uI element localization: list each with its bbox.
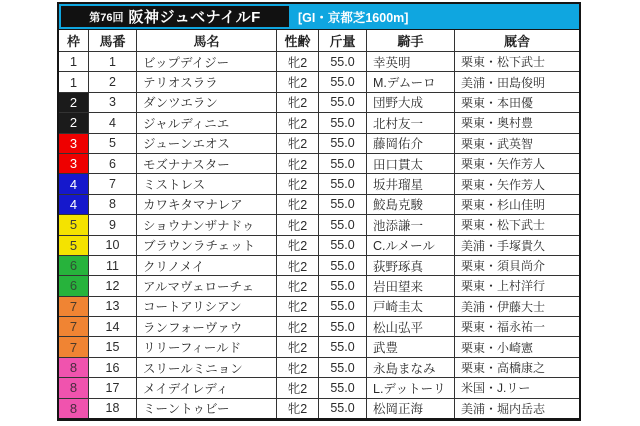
jockey-cell: 松山弘平 xyxy=(367,317,455,336)
weight-cell: 55.0 xyxy=(319,399,367,418)
horse-number-cell: 16 xyxy=(89,358,137,377)
table-row xyxy=(59,358,579,378)
frame-number-cell: 7 xyxy=(59,297,89,316)
weight-cell: 55.0 xyxy=(319,52,367,71)
horse-name-cell: ジャルディニエ xyxy=(137,113,277,132)
table-body xyxy=(59,52,579,418)
table-row xyxy=(59,93,579,113)
jockey-cell: 池添謙一 xyxy=(367,215,455,234)
horse-name-cell: リリーフィールド xyxy=(137,337,277,356)
column-header-horse-name: 馬名 xyxy=(137,30,277,51)
weight-cell: 55.0 xyxy=(319,215,367,234)
frame-number-cell: 3 xyxy=(59,134,89,153)
jockey-cell: 北村友一 xyxy=(367,113,455,132)
weight-cell: 55.0 xyxy=(319,195,367,214)
sex-age-cell: 牝2 xyxy=(277,195,319,214)
weight-cell: 55.0 xyxy=(319,236,367,255)
column-header-frame: 枠 xyxy=(59,30,89,51)
table-row xyxy=(59,134,579,154)
weight-cell: 55.0 xyxy=(319,297,367,316)
weight-cell: 55.0 xyxy=(319,174,367,193)
sex-age-cell: 牝2 xyxy=(277,134,319,153)
weight-cell: 55.0 xyxy=(319,276,367,295)
horse-number-cell: 7 xyxy=(89,174,137,193)
horse-number-cell: 15 xyxy=(89,337,137,356)
horse-number-cell: 6 xyxy=(89,154,137,173)
horse-name-cell: ビップデイジー xyxy=(137,52,277,71)
horse-name-cell: ショウナンザナドゥ xyxy=(137,215,277,234)
frame-number-cell: 7 xyxy=(59,337,89,356)
stable-cell: 栗東・矢作芳人 xyxy=(461,177,546,192)
title-bar xyxy=(59,4,579,30)
horse-name-cell: メイデイレディ xyxy=(137,378,277,397)
stable-cell: 栗東・奥村豊 xyxy=(461,116,534,131)
stable-cell: 栗東・高橋康之 xyxy=(461,361,546,376)
sex-age-cell: 牝2 xyxy=(277,113,319,132)
horse-number-cell: 1 xyxy=(89,52,137,71)
weight-cell: 55.0 xyxy=(319,72,367,91)
jockey-cell: 武豊 xyxy=(367,337,455,356)
jockey-cell: 岩田望来 xyxy=(367,276,455,295)
horse-name-cell: カワキタマナレア xyxy=(137,195,277,214)
table-row xyxy=(59,195,579,215)
table-row xyxy=(59,276,579,296)
column-header-jockey: 騎手 xyxy=(367,30,455,51)
frame-number-cell: 1 xyxy=(59,52,89,71)
frame-number-cell: 5 xyxy=(59,236,89,255)
horse-name-cell: ミストレス xyxy=(137,174,277,193)
frame-number-cell: 6 xyxy=(59,276,89,295)
jockey-cell: 戸崎圭太 xyxy=(367,297,455,316)
sex-age-cell: 牝2 xyxy=(277,297,319,316)
horse-number-cell: 9 xyxy=(89,215,137,234)
stable-cell: 栗東・小崎憲 xyxy=(461,340,534,355)
column-header-stable: 厩舎 xyxy=(503,34,530,49)
weight-cell: 55.0 xyxy=(319,256,367,275)
table-row xyxy=(59,113,579,133)
stable-cell: 栗東・松下武士 xyxy=(461,55,546,70)
frame-number-cell: 6 xyxy=(59,256,89,275)
stable-cell: 美浦・堀内岳志 xyxy=(461,401,546,416)
frame-number-cell: 8 xyxy=(59,378,89,397)
column-header-weight: 斤量 xyxy=(319,30,367,51)
weight-cell: 55.0 xyxy=(319,93,367,112)
weight-cell: 55.0 xyxy=(319,378,367,397)
weight-cell: 55.0 xyxy=(319,337,367,356)
horse-name-cell: スリールミニョン xyxy=(137,358,277,377)
jockey-cell: M.デムーロ xyxy=(367,72,455,91)
horse-name-cell: ブラウンラチェット xyxy=(137,236,277,255)
frame-number-cell: 1 xyxy=(59,72,89,91)
weight-cell: 55.0 xyxy=(319,358,367,377)
weight-cell: 55.0 xyxy=(319,317,367,336)
column-header-sex-age: 性齢 xyxy=(277,30,319,51)
table-row xyxy=(59,174,579,194)
sex-age-cell: 牝2 xyxy=(277,399,319,418)
jockey-cell: C.ルメール xyxy=(367,236,455,255)
sex-age-cell: 牝2 xyxy=(277,154,319,173)
sex-age-cell: 牝2 xyxy=(277,93,319,112)
jockey-cell: 藤岡佑介 xyxy=(367,134,455,153)
frame-number-cell: 8 xyxy=(59,358,89,377)
horse-name-cell: ジューンエオス xyxy=(137,134,277,153)
horse-number-cell: 4 xyxy=(89,113,137,132)
table-header-row xyxy=(59,30,579,52)
jockey-cell: 松岡正海 xyxy=(367,399,455,418)
horse-number-cell: 13 xyxy=(89,297,137,316)
stable-cell: 栗東・上村洋行 xyxy=(461,279,546,294)
stable-cell: 栗東・松下武士 xyxy=(461,218,546,233)
race-entry-table xyxy=(57,2,581,421)
horse-name-cell: モズナナスター xyxy=(137,154,277,173)
jockey-cell: 鮫島克駿 xyxy=(367,195,455,214)
horse-number-cell: 18 xyxy=(89,399,137,418)
table-row xyxy=(59,317,579,337)
horse-name-cell: ミーントゥビー xyxy=(137,399,277,418)
stable-cell: 栗東・福永祐一 xyxy=(461,320,546,335)
sex-age-cell: 牝2 xyxy=(277,337,319,356)
table-row xyxy=(59,215,579,235)
stable-cell: 栗東・本田優 xyxy=(461,95,534,110)
stable-cell: 米国・J.リー xyxy=(461,381,531,396)
table-row xyxy=(59,378,579,398)
jockey-cell: 団野大成 xyxy=(367,93,455,112)
weight-cell: 55.0 xyxy=(319,154,367,173)
table-row xyxy=(59,256,579,276)
table-row xyxy=(59,337,579,357)
horse-number-cell: 10 xyxy=(89,236,137,255)
table-row xyxy=(59,72,579,92)
column-header-horse-number: 馬番 xyxy=(89,30,137,51)
horse-name-cell: コートアリシアン xyxy=(137,297,277,316)
race-conditions: [GI・京都芝1600m] xyxy=(298,10,409,25)
horse-name-cell: アルマヴェローチェ xyxy=(137,276,277,295)
jockey-cell: 田口貫太 xyxy=(367,154,455,173)
sex-age-cell: 牝2 xyxy=(277,52,319,71)
race-round-label: 第76回 xyxy=(89,11,124,24)
horse-number-cell: 12 xyxy=(89,276,137,295)
horse-name-cell: ダンツエラン xyxy=(137,93,277,112)
jockey-cell: 坂井瑠星 xyxy=(367,174,455,193)
weight-cell: 55.0 xyxy=(319,113,367,132)
frame-number-cell: 2 xyxy=(59,93,89,112)
horse-number-cell: 8 xyxy=(89,195,137,214)
sex-age-cell: 牝2 xyxy=(277,276,319,295)
frame-number-cell: 5 xyxy=(59,215,89,234)
table-row xyxy=(59,52,579,72)
stable-cell: 美浦・田島俊明 xyxy=(461,75,546,90)
horse-number-cell: 11 xyxy=(89,256,137,275)
horse-name-cell: クリノメイ xyxy=(137,256,277,275)
horse-number-cell: 3 xyxy=(89,93,137,112)
frame-number-cell: 7 xyxy=(59,317,89,336)
horse-number-cell: 5 xyxy=(89,134,137,153)
sex-age-cell: 牝2 xyxy=(277,174,319,193)
table-row xyxy=(59,399,579,418)
jockey-cell: 幸英明 xyxy=(367,52,455,71)
horse-number-cell: 14 xyxy=(89,317,137,336)
stable-cell: 栗東・杉山佳明 xyxy=(461,197,546,212)
frame-number-cell: 2 xyxy=(59,113,89,132)
sex-age-cell: 牝2 xyxy=(277,256,319,275)
sex-age-cell: 牝2 xyxy=(277,236,319,255)
stable-cell: 美浦・伊藤大士 xyxy=(461,299,546,314)
jockey-cell: L.デットーリ xyxy=(367,378,455,397)
table-row xyxy=(59,236,579,256)
frame-number-cell: 8 xyxy=(59,399,89,418)
frame-number-cell: 4 xyxy=(59,195,89,214)
stable-cell: 栗東・須貝尚介 xyxy=(461,259,546,274)
frame-number-cell: 4 xyxy=(59,174,89,193)
race-title xyxy=(61,6,289,27)
stable-cell: 栗東・矢作芳人 xyxy=(461,157,546,172)
frame-number-cell: 3 xyxy=(59,154,89,173)
horse-number-cell: 2 xyxy=(89,72,137,91)
sex-age-cell: 牝2 xyxy=(277,378,319,397)
horse-name-cell: テリオスララ xyxy=(137,72,277,91)
sex-age-cell: 牝2 xyxy=(277,358,319,377)
horse-number-cell: 17 xyxy=(89,378,137,397)
table-row xyxy=(59,297,579,317)
table-row xyxy=(59,154,579,174)
jockey-cell: 永島まなみ xyxy=(367,358,455,377)
sex-age-cell: 牝2 xyxy=(277,215,319,234)
sex-age-cell: 牝2 xyxy=(277,317,319,336)
stable-cell: 美浦・手塚貴久 xyxy=(461,238,546,253)
stable-cell: 栗東・武英智 xyxy=(461,136,534,151)
race-name: 阪神ジュベナイルF xyxy=(128,9,261,26)
horse-name-cell: ランフォーヴァウ xyxy=(137,317,277,336)
sex-age-cell: 牝2 xyxy=(277,72,319,91)
weight-cell: 55.0 xyxy=(319,134,367,153)
jockey-cell: 荻野琢真 xyxy=(367,256,455,275)
